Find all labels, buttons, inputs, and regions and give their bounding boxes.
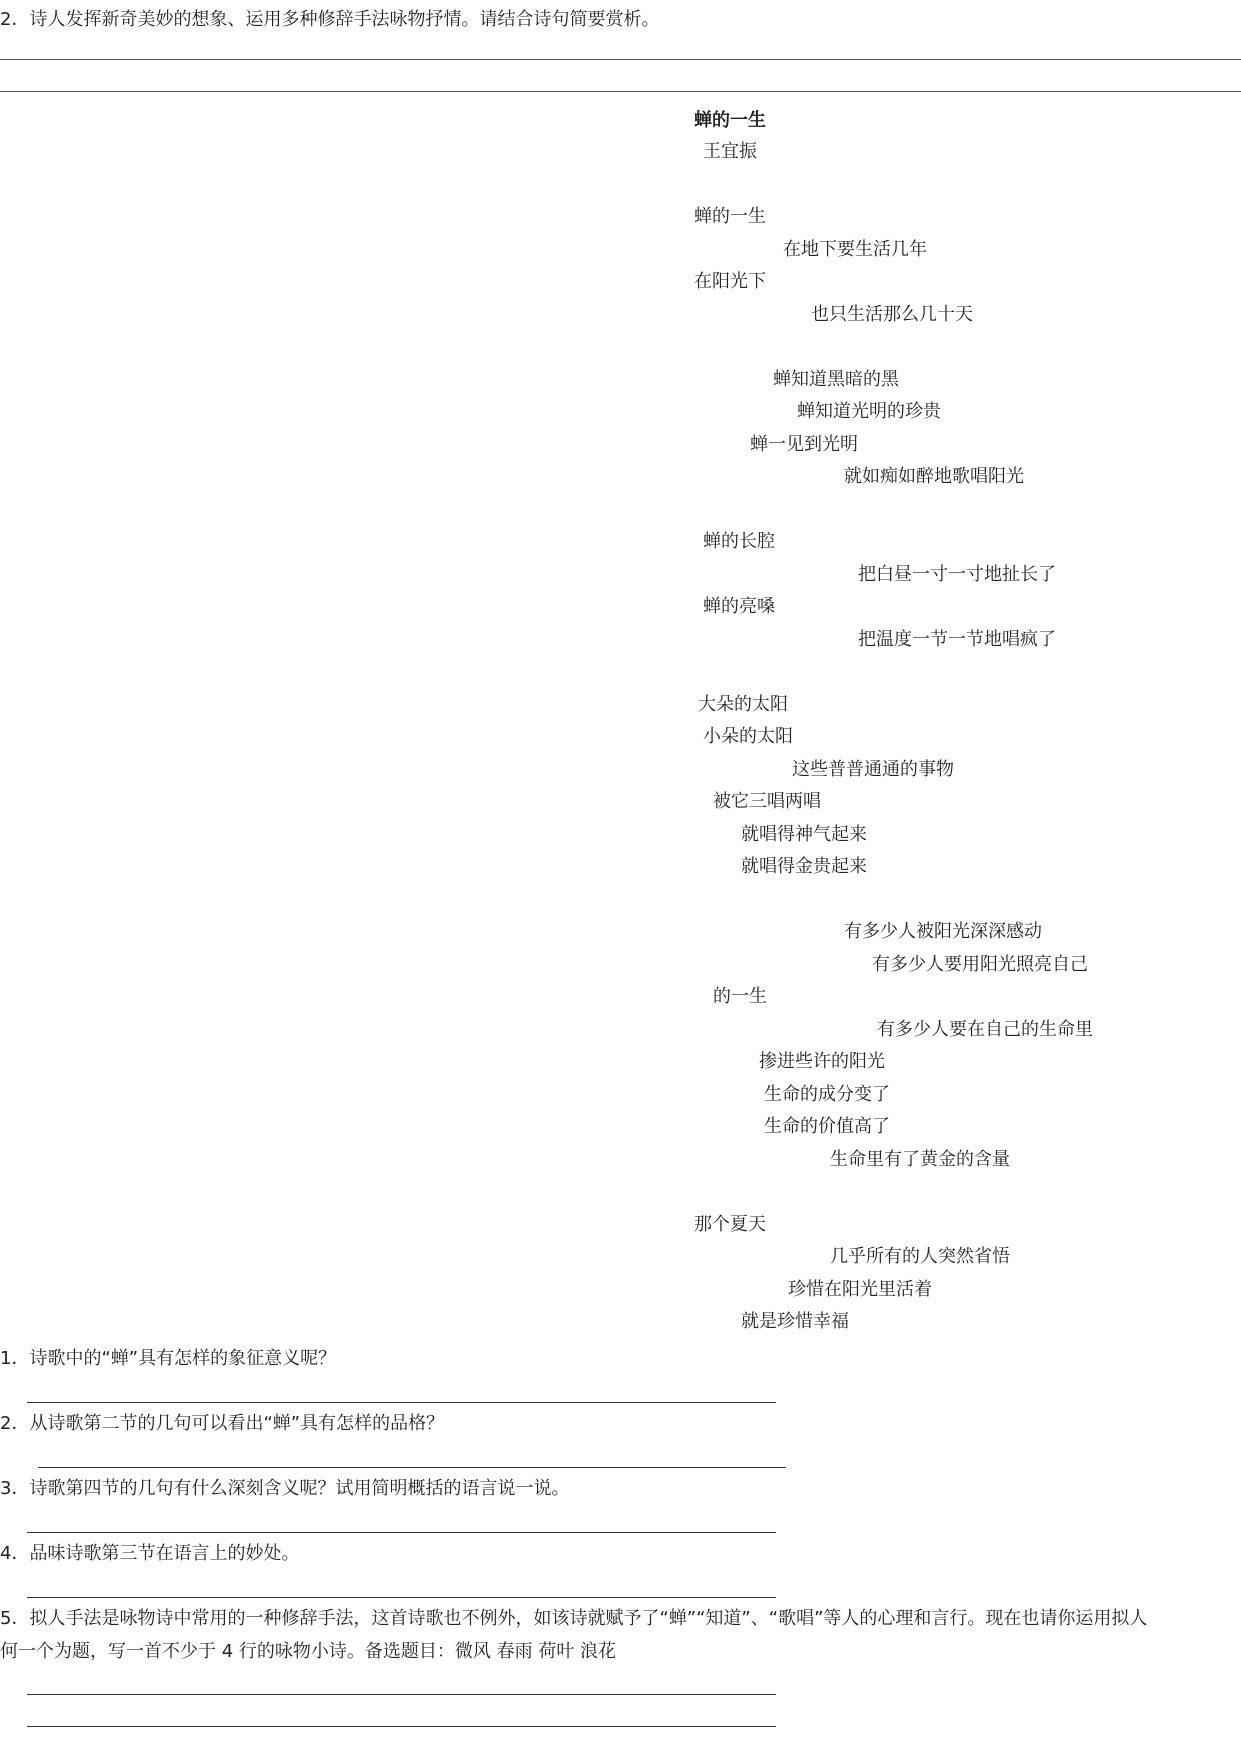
question-2: 2．从诗歌第二节的几句可以看出“蝉”具有怎样的品格？: [0, 1413, 445, 1434]
poem-line: 蝉知道黑暗的黑: [773, 369, 899, 390]
answer-line-q2[interactable]: [38, 1467, 786, 1468]
poem-line: 有多少人要在自己的生命里: [877, 1019, 1093, 1040]
poem-line: 在地下要生活几年: [783, 239, 927, 260]
poem-line: 就唱得金贵起来: [741, 856, 867, 877]
poem-line: 就唱得神气起来: [741, 824, 867, 845]
question-5-continued: 何一个为题，写一首不少于 4 行的咏物小诗。备选题目：微风 春雨 荷叶 浪花: [0, 1641, 617, 1662]
poem-line: 把白昼一寸一寸地扯长了: [858, 564, 1056, 585]
poem-line: 那个夏天: [694, 1214, 766, 1235]
poem-line: 就是珍惜幸福: [741, 1311, 849, 1332]
question-1: 1．诗歌中的“蝉”具有怎样的象征意义呢？: [0, 1348, 337, 1369]
poem-title: 蝉的一生: [694, 110, 766, 131]
question-4: 4．品味诗歌第三节在语言上的妙处。: [0, 1543, 300, 1564]
poem-line: 生命里有了黄金的含量: [830, 1149, 1010, 1170]
answer-line-q5-1[interactable]: [27, 1694, 776, 1695]
poem-line: 掺进些许的阳光: [759, 1051, 885, 1072]
poem-line: 被它三唱两唱: [713, 791, 821, 812]
poem-line: 生命的价值高了: [764, 1116, 890, 1137]
answer-line-q1[interactable]: [27, 1402, 776, 1403]
poem-line: 有多少人要用阳光照亮自己: [872, 954, 1088, 975]
poem-line: 生命的成分变了: [764, 1084, 890, 1105]
question-2-prompt: 2．诗人发挥新奇美妙的想象、运用多种修辞手法咏物抒情。请结合诗句简要赏析。: [0, 9, 660, 30]
question-5: 5．拟人手法是咏物诗中常用的一种修辞手法，这首诗歌也不例外，如该诗就赋予了“蝉”“知道”、“歌唱”等人的心理和言行。现在也请你运用拟人: [0, 1608, 1148, 1629]
poem-line: 小朵的太阳: [703, 726, 793, 747]
poem-line: 蝉的长腔: [703, 531, 775, 552]
poem-line: 蝉一见到光明: [750, 434, 858, 455]
poem-line: 大朵的太阳: [698, 694, 788, 715]
question-3: 3．诗歌第四节的几句有什么深刻含义呢？试用简明概括的语言说一说。: [0, 1478, 570, 1499]
poem-line: 珍惜在阳光里活着: [788, 1279, 932, 1300]
poem-line: 蝉的一生: [694, 206, 766, 227]
poem-line: 有多少人被阳光深深感动: [844, 921, 1042, 942]
poem-author: 王宜振: [703, 141, 757, 162]
poem-line: 就如痴如醉地歌唱阳光: [844, 466, 1024, 487]
poem-line: 的一生: [713, 986, 767, 1007]
poem-line: 也只生活那么几十天: [811, 304, 973, 325]
answer-line-q4[interactable]: [27, 1597, 776, 1598]
poem-line: 把温度一节一节地唱疯了: [858, 629, 1056, 650]
answer-rule-line-1: [0, 59, 1241, 60]
poem-line: 在阳光下: [694, 271, 766, 292]
poem-line: 几乎所有的人突然省悟: [830, 1246, 1010, 1267]
poem-line: 这些普普通通的事物: [792, 759, 954, 780]
answer-line-q5-2[interactable]: [27, 1726, 776, 1727]
poem-line: 蝉知道光明的珍贵: [797, 401, 941, 422]
answer-rule-line-2: [0, 91, 1241, 92]
poem-line: 蝉的亮嗓: [703, 596, 775, 617]
answer-line-q3[interactable]: [27, 1532, 776, 1533]
